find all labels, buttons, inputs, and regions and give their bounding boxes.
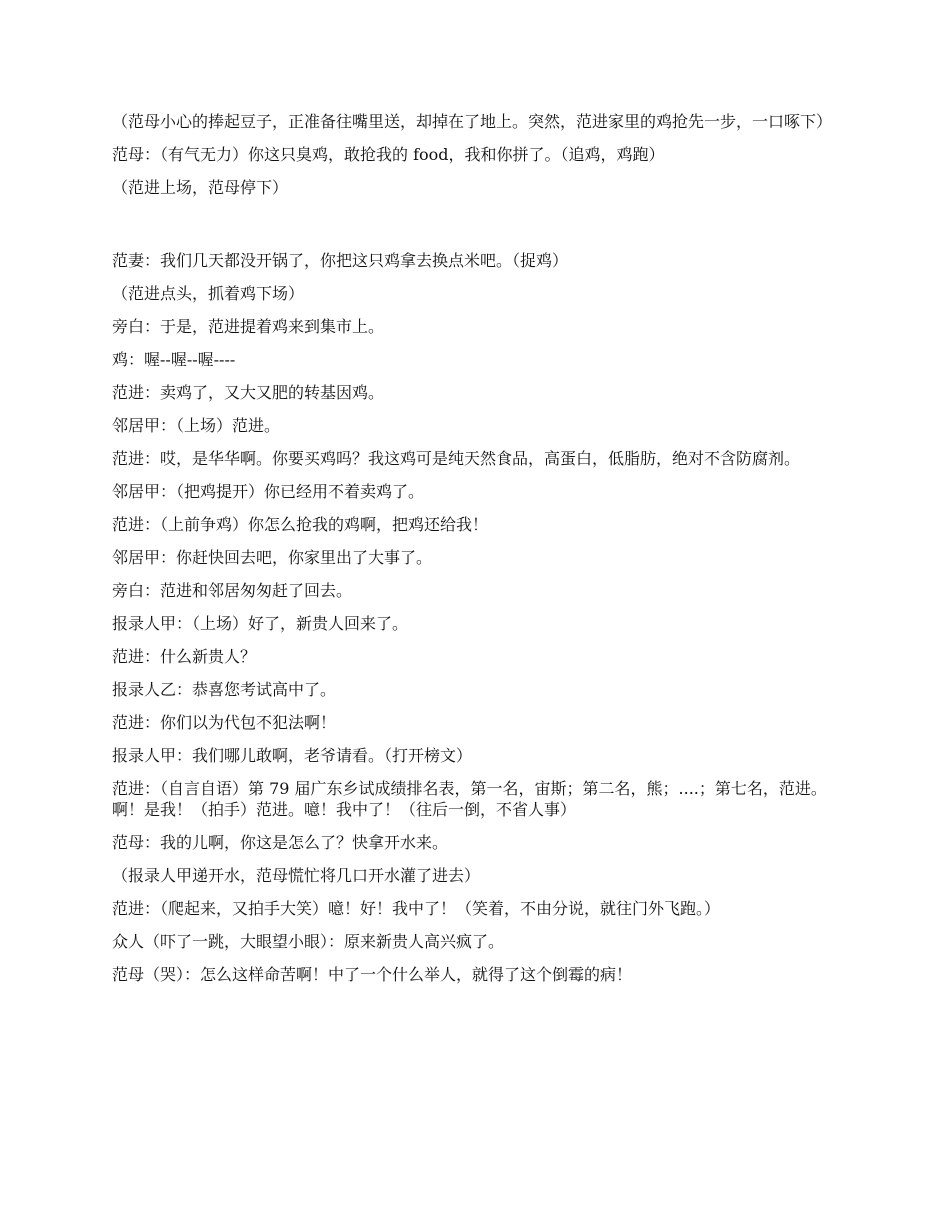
- paragraph: 范妻：我们几天都没开锅了，你把这只鸡拿去换点米吧。（捉鸡）: [112, 251, 569, 270]
- paragraph: 范母：（有气无力）你这只臭鸡，敢抢我的 food，我和你拼了。（追鸡，鸡跑）: [112, 145, 665, 164]
- paragraph: 范进：（上前争鸡）你怎么抢我的鸡啊，把鸡还给我！: [112, 515, 489, 534]
- paragraph: 范进：什么新贵人？: [112, 647, 257, 666]
- paragraph: 旁白：于是，范进提着鸡来到集市上。: [112, 317, 385, 336]
- paragraph: 范进：（自言自语）第 79 届广东乡试成绩排名表，第一名，宙斯；第二名，熊；....；第七名，范进。啊！是我！（拍手）范进。噫！我中了！（往后一倒，不省人事）: [112, 779, 827, 819]
- paragraph: 范进：卖鸡了，又大又肥的转基因鸡。: [112, 383, 385, 402]
- paragraph: 报录人甲：（上场）好了，新贵人回来了。: [112, 614, 409, 633]
- paragraph: 范母（哭）：怎么这样命苦啊！中了一个什么举人，就得了这个倒霉的病！: [112, 965, 633, 984]
- document-body: [112, 111, 844, 997]
- paragraph: 范进：你们以为代包不犯法啊！: [112, 713, 337, 732]
- paragraph: 报录人甲：我们哪儿敢啊，老爷请看。（打开榜文）: [112, 746, 473, 765]
- paragraph: （范进点头，抓着鸡下场）: [112, 284, 305, 303]
- paragraph: 鸡：喔--喔--喔----: [112, 350, 236, 369]
- paragraph: （报录人甲递开水，范母慌忙将几口开水灌了进去）: [112, 866, 481, 885]
- paragraph: 邻居甲：（把鸡提开）你已经用不着卖鸡了。: [112, 482, 425, 501]
- paragraph: 报录人乙：恭喜您考试高中了。: [112, 680, 337, 699]
- paragraph: 范进：（爬起来，又拍手大笑）噫！好！我中了！（笑着，不由分说，就往门外飞跑。）: [112, 899, 721, 918]
- paragraph: 旁白：范进和邻居匆匆赶了回去。: [112, 581, 353, 600]
- paragraph: 邻居甲：（上场）范进。: [112, 416, 281, 435]
- paragraph: 众人（吓了一跳，大眼望小眼）：原来新贵人高兴疯了。: [112, 932, 505, 951]
- paragraph: （范进上场，范母停下）: [112, 178, 289, 197]
- paragraph: 范母：我的儿啊，你这是怎么了？快拿开水来。: [112, 833, 449, 852]
- paragraph: 范进：哎，是华华啊。你要买鸡吗？我这鸡可是纯天然食品，高蛋白，低脂肪，绝对不含防腐剂。: [112, 449, 801, 468]
- paragraph: 邻居甲：你赶快回去吧，你家里出了大事了。: [112, 548, 433, 567]
- paragraph: （范母小心的捧起豆子，正准备往嘴里送，却掉在了地上。突然，范进家里的鸡抢先一步，一口啄下）: [112, 112, 833, 131]
